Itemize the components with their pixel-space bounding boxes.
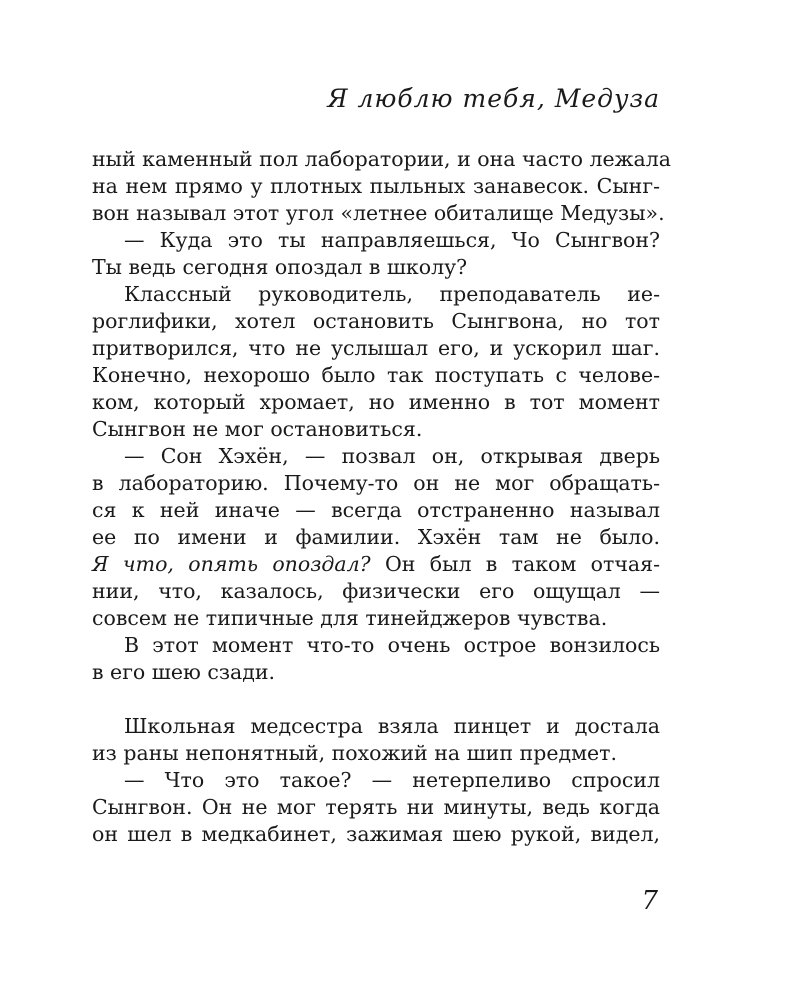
text-line-4: — Куда это ты направляешься, Чо Сынгвон? xyxy=(124,228,660,252)
text-line-2: на нем прямо у плотных пыльных занавесок. Сынг- xyxy=(92,174,660,198)
section-break xyxy=(92,686,660,713)
text-line-5: Ты ведь сегодня опоздал в школу? xyxy=(92,255,468,279)
text-line-13: в лабораторию. Почему-то он не мог обращать- xyxy=(92,471,660,495)
text-line-17: нии, что, казалось, физически его ощущал — xyxy=(92,579,660,603)
italic-phrase: Я что, опять опоздал? xyxy=(92,552,371,576)
text-line-18: совсем не типичные для тинейджеров чувства. xyxy=(92,606,608,630)
page-number: 7 xyxy=(641,886,658,916)
text-line-16 xyxy=(92,551,660,578)
body-text xyxy=(92,146,671,848)
text-line-9: Конечно, нехорошо было так поступать с челове- xyxy=(92,363,660,387)
text-line-11: Сынгвон не мог остановиться. xyxy=(92,417,423,441)
text-line-25: он шел в медкабинет, зажимая шею рукой, видел, xyxy=(92,822,660,846)
text-line-8: притворился, что не услышал его, и ускорил шаг. xyxy=(92,336,660,360)
text-line-24: Сынгвон. Он не мог терять ни минуты, ведь когда xyxy=(92,795,660,819)
text-line-21: Школьная медсестра взяла пинцет и достала xyxy=(124,714,660,738)
text-line-6: Классный руководитель, преподаватель ие- xyxy=(124,282,660,306)
text-line-10: ком, который хромает, но именно в тот момент xyxy=(92,390,660,414)
text-line-19: В этот момент что-то очень острое вонзилось xyxy=(124,633,660,657)
text-line-22: из раны непонятный, похожий на шип предмет. xyxy=(92,741,618,765)
text-line-7: роглифики, хотел остановить Сынгвона, но тот xyxy=(92,309,660,333)
running-head: Я люблю тебя, Медуза xyxy=(327,84,660,113)
text-line-20: в его шею сзади. xyxy=(92,660,276,684)
text-line-14: ся к ней иначе — всегда отстраненно называл xyxy=(92,498,660,522)
text-line-3: вон называл этот угол «летнее обиталище Медузы». xyxy=(92,201,665,225)
text-line-12: — Сон Хэхён, — позвал он, открывая дверь xyxy=(124,444,660,468)
text-line-1: ный каменный пол лаборатории, и она часто лежала xyxy=(92,147,671,171)
text-line-16-rest: Он был в таком отчая- xyxy=(370,552,660,576)
text-line-15: ее по имени и фамилии. Хэхён там не было. xyxy=(92,525,660,549)
text-line-23: — Что это такое? — нетерпеливо спросил xyxy=(124,768,660,792)
